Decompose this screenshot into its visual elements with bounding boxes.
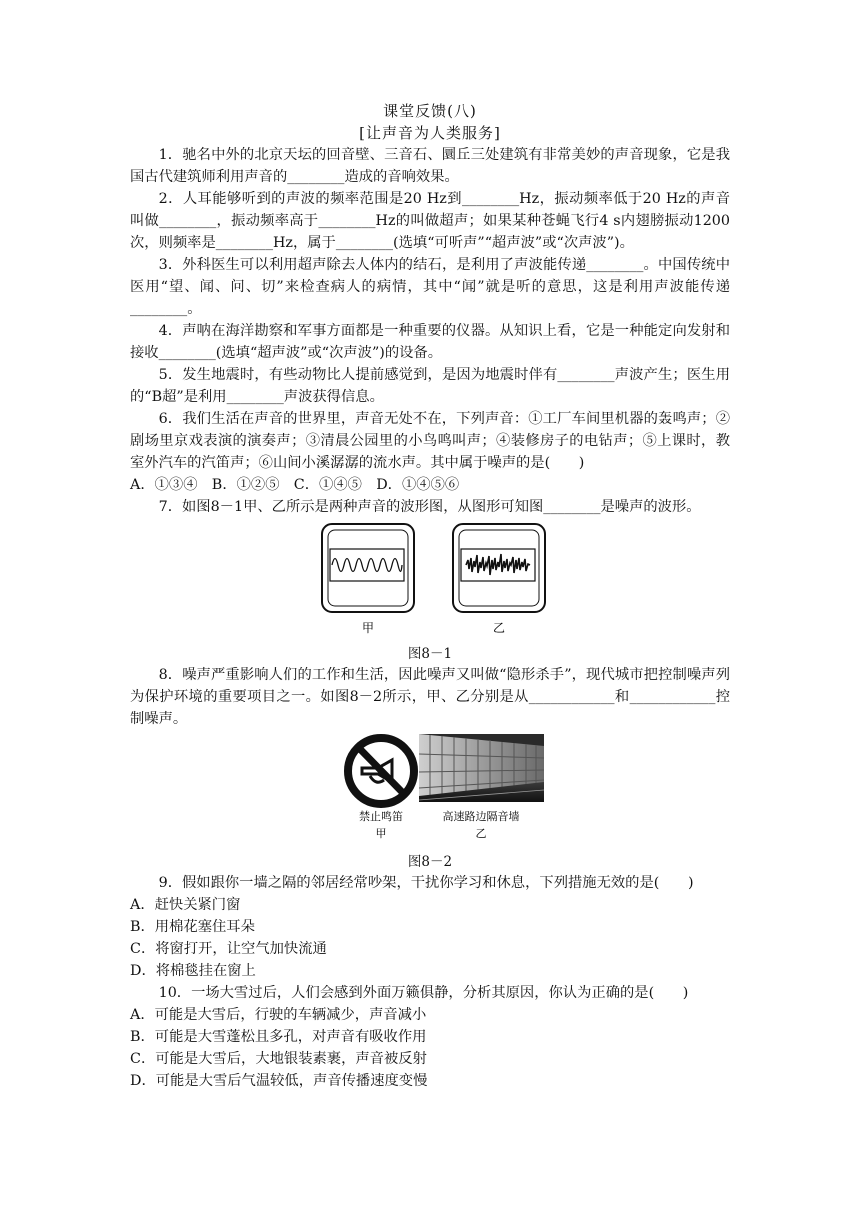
figure-8-1-caption: 图8－1: [407, 646, 453, 662]
no-honking-icon: [348, 738, 414, 804]
figure-8-2: [130, 734, 730, 852]
question-3: 3．外科医生可以利用超声除去人体内的结石，是利用了声波能传递________。中国传统中医用“望、闻、问、切”来检查病人的病情，其中“闻”就是听的意思，这是利用声波能传递________。: [130, 257, 730, 317]
waveform-figure: [130, 520, 730, 646]
fig1-label-a: 甲: [361, 621, 375, 635]
page-title: 课堂反馈(八): [383, 102, 477, 120]
page-subtitle: [让声音为人类服务]: [359, 124, 501, 142]
sine-wave: [332, 559, 402, 572]
question-5: 5．发生地震时，有些动物比人提前感觉到，是因为地震时伴有________声波产生；医生用的“B超”是利用________声波获得信息。: [130, 367, 730, 405]
question-9-option-c: C．将窗打开，让空气加快流通: [130, 941, 327, 957]
figure-8-2-caption: 图8－2: [407, 854, 453, 870]
fig2-label-b: 乙: [475, 827, 487, 840]
waveform-screen-a: [322, 524, 414, 612]
question-10-option-c: C．可能是大雪后，大地银装素裹，声音被反射: [130, 1051, 427, 1067]
figure-8-1: [130, 518, 730, 644]
question-10-option-b: B．可能是大雪蓬松且多孔，对声音有吸收作用: [130, 1029, 427, 1045]
fig2-img-a-caption: 禁止鸣笛: [359, 810, 403, 823]
fig2-label-a: 甲: [375, 827, 387, 840]
question-6-options: A．①③④ B．①②⑤ C．①④⑤ D．①④⑤⑥: [130, 477, 460, 493]
question-1: 1．驰名中外的北京天坛的回音壁、三音石、圜丘三处建筑有非常美妙的声音现象，它是我国古代建筑师利用声音的________造成的音响效果。: [130, 147, 730, 185]
waveform-screen-b: [453, 524, 545, 612]
worksheet: [130, 100, 730, 1092]
question-10-option-a: A．可能是大雪后，行驶的车辆减少，声音减小: [130, 1007, 427, 1023]
question-8: 8．噪声严重影响人们的工作和生活，因此噪声又叫做“隐形杀手”，现代城市把控制噪声列为保护环境的重要项目之一。如图8－2所示，甲、乙分别是从____________和____________控制噪声。: [130, 667, 730, 727]
question-7: 7．如图8－1甲、乙所示是两种声音的波形图，从图形可知图________是噪声的波形。: [158, 499, 701, 515]
question-10-option-d: D．可能是大雪后气温较低，声音传播速度变慢: [130, 1073, 428, 1089]
question-9-option-b: B．用棉花塞住耳朵: [130, 919, 255, 935]
question-10: 10．一场大雪过后，人们会感到外面万籁俱静，分析其原因，你认为正确的是( ): [158, 985, 689, 1001]
question-9: 9．假如跟你一墙之隔的邻居经常吵架，干扰你学习和休息，下列措施无效的是( ): [158, 875, 694, 891]
question-9-option-a: A．赶快关紧门窗: [130, 897, 241, 913]
question-9-option-d: D．将棉毯挂在窗上: [130, 963, 256, 979]
question-6: 6．我们生活在声音的世界里，声音无处不在，下列声音：①工厂车间里机器的轰鸣声；②剧场里京戏表演的演奏声；③清晨公园里的小鸟鸣叫声；④装修房子的电钻声；⑤上课时，教室外汽车的汽笛声；⑥山间小溪潺潺的流水声。其中属于噪声的是( ): [130, 411, 730, 471]
noise-wave: [466, 554, 530, 575]
fig1-label-b: 乙: [492, 621, 506, 635]
question-2: 2．人耳能够听到的声波的频率范围是20 Hz到________Hz，振动频率低于20 Hz的声音叫做________，振动频率高于________Hz的叫做超声；如果某种苍蝇飞行4 s内翅膀振动1200次，则频率是________Hz，属于________(选填“可听声”“超声波”或“次声波”)。: [130, 191, 730, 251]
question-4: 4．声呐在海洋勘察和军事方面都是一种重要的仪器。从知识上看，它是一种能定向发射和接收________(选填“超声波”或“次声波”)的设备。: [130, 323, 730, 361]
fig2-img-b-caption: 高速路边隔音墙: [442, 810, 520, 823]
sound-barrier-photo: [419, 734, 544, 802]
